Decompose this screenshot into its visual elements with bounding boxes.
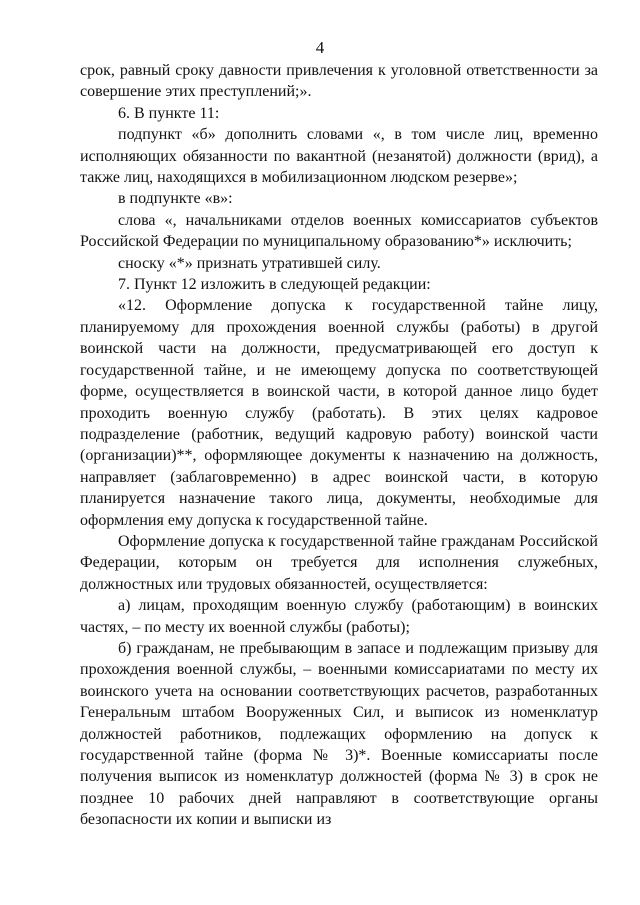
paragraph: Оформление допуска к государственной тайне гражданам Российской Федерации, которым он требуется для исполнения служебных, должностных или трудовых обязанностей, осуществляется: <box>80 532 598 593</box>
paragraph: 7. Пункт 12 изложить в следующей редакции: <box>118 276 431 294</box>
paragraph: срок, равный сроку давности привлечения к уголовной ответственности за совершение этих преступлений;». <box>80 62 598 101</box>
page-number: 4 <box>315 38 325 57</box>
paragraph: в подпункте «в»: <box>118 190 233 208</box>
paragraph: а) лицам, проходящим военную службу (работающим) в воинских частях, – по месту их военной службы (работы); <box>80 597 598 636</box>
document-body <box>80 60 598 831</box>
paragraph: сноску «*» признать утратившей силу. <box>118 254 381 272</box>
paragraph: подпункт «б» дополнить словами «, в том числе лиц, временно исполняющих обязанности по вакантной (незанятой) должности (врид), а также лиц, находящихся в мобилизационном людском резерве»; <box>80 126 598 187</box>
paragraph: б) гражданам, не пребывающим в запасе и подлежащим призыву для прохождения военной службы, – военными комиссариатами по месту их воинского учета на основании соответствующих расчетов, разработанных Генеральным штабом Вооруженных Сил, и выписок из номенклатур должностей работников, подлежащих оформлению на допуск к государственной тайне (форма № 3)*. Военные комиссариаты после получения выписок из номенклатур должностей (форма № 3) в срок не позднее 10 рабочих дней направляют в соответствующие органы безопасности их копии и выписки из <box>80 639 598 829</box>
paragraph: слова «, начальниками отделов военных комиссариатов субъектов Российской Федерации по муниципальному образованию*» исключить; <box>80 211 598 251</box>
paragraph: 6. В пункте 11: <box>118 104 220 122</box>
paragraph: «12. Оформление допуска к государственной тайне лицу, планируемому для прохождения военной службы (работы) в другой воинской части на должности, предусматривающей его доступ к государственной тайне, и не имеющему допуска по соответствующей форме, осуществляется в воинской части, в которой данное лицо будет проходить военную службу (работать). В этих целях кадровое подразделение (работник, ведущий кадровую работу) воинской части (организации)**, оформляющее документы к назначению на должность, направляет (заблаговременно) в адрес воинской части, в которую планируется назначение такого лица, документы, необходимые для оформления ему допуска к государственной тайне. <box>80 297 598 529</box>
